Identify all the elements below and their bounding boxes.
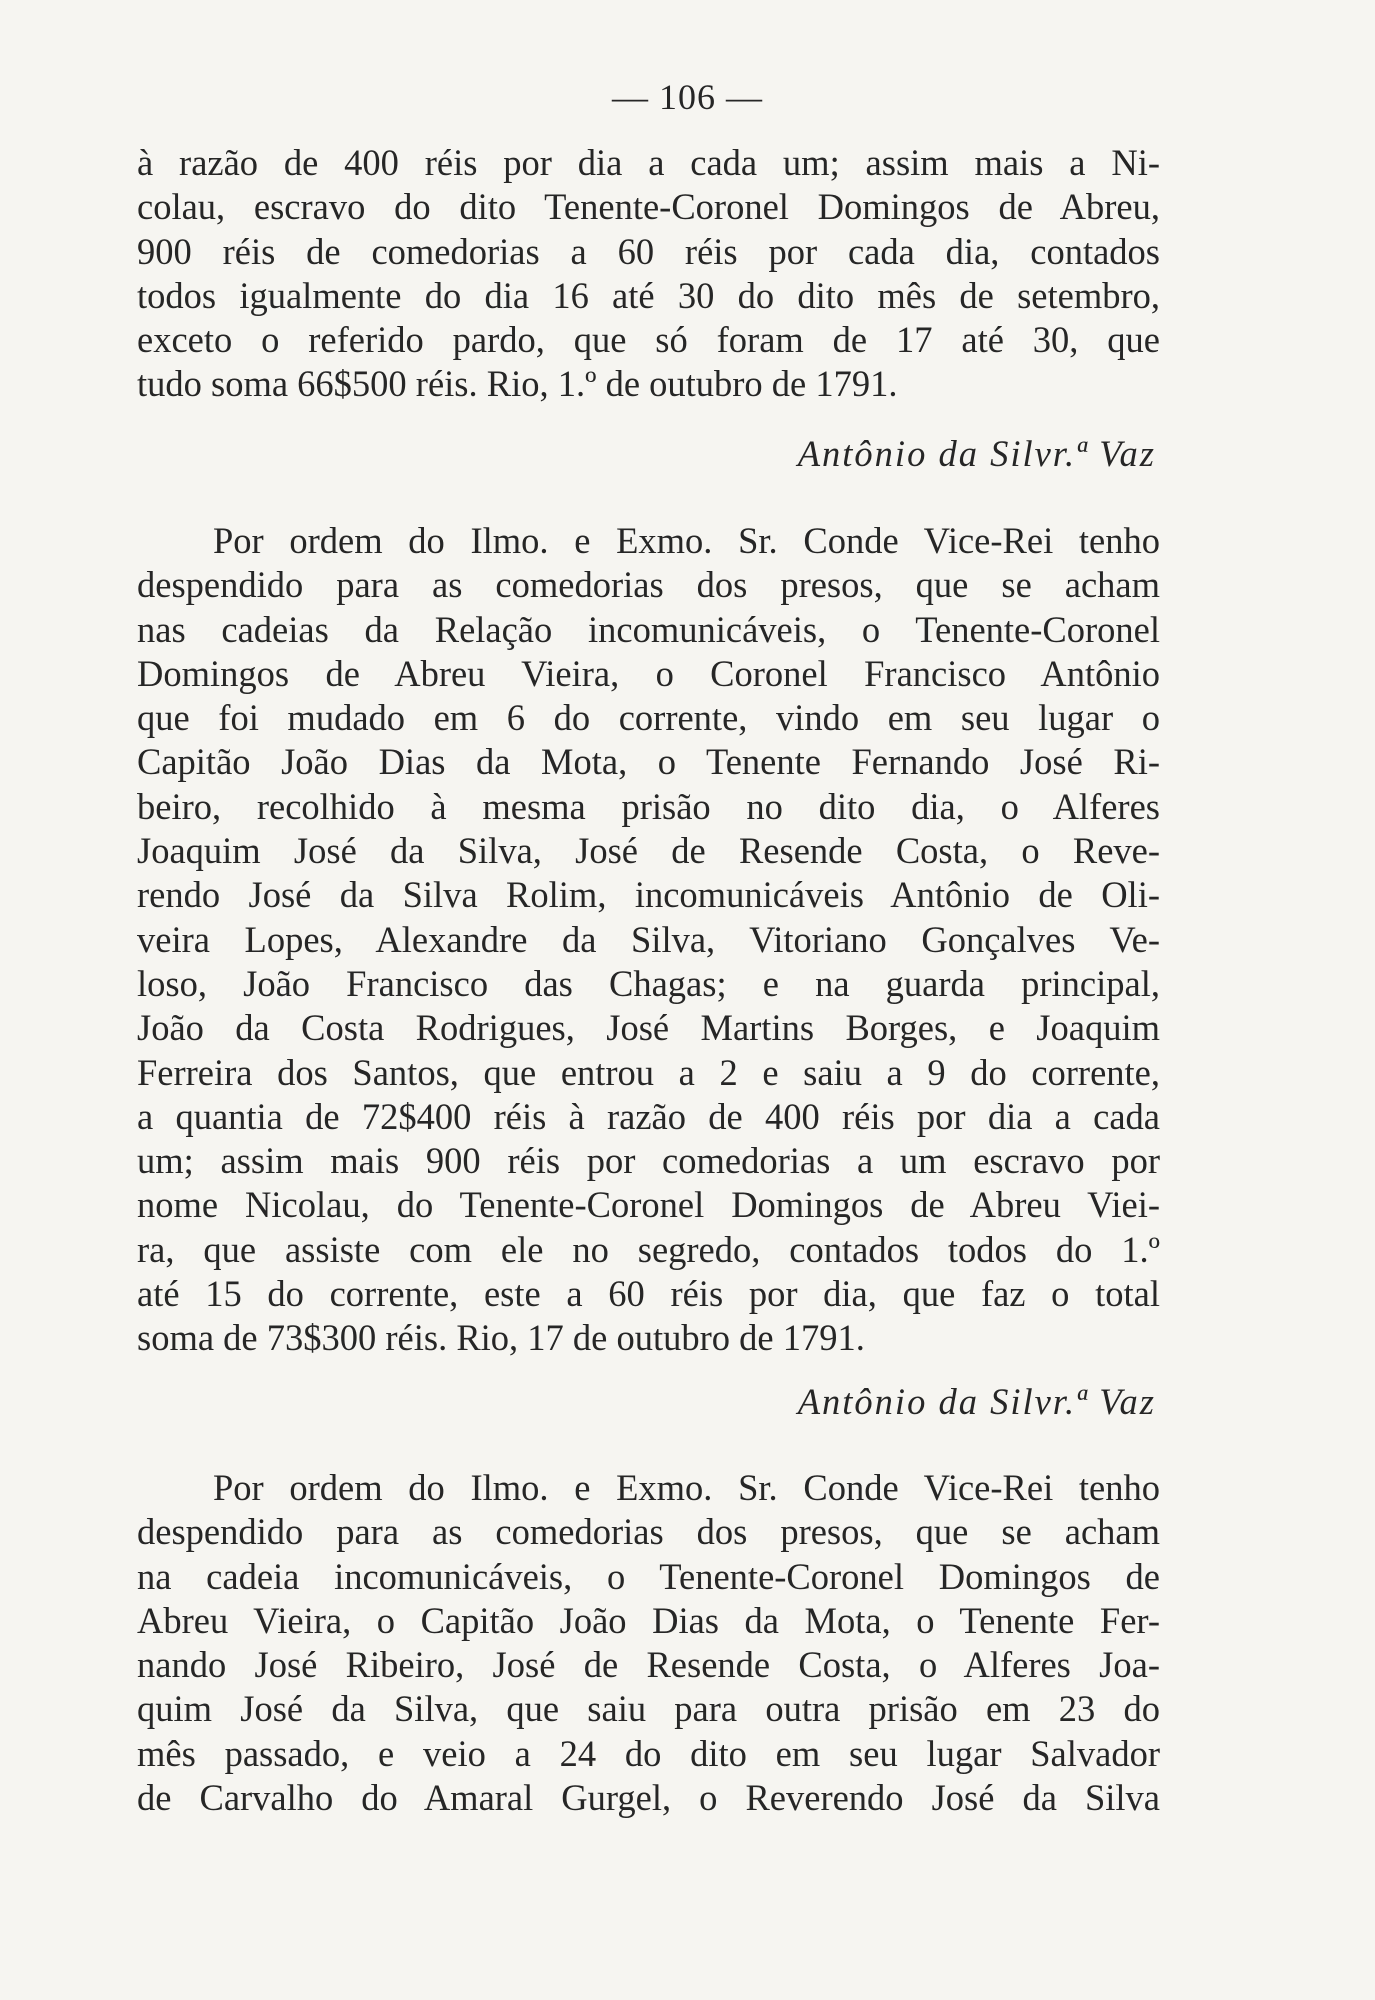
text-line: Domingos de Abreu Vieira, o Coronel Francisco Antônio — [137, 652, 1160, 694]
text-line: Por ordem do Ilmo. e Exmo. Sr. Conde Vice-Rei tenho — [213, 520, 1160, 561]
text-line: nome Nicolau, do Tenente-Coronel Domingos de Abreu Viei- — [137, 1184, 1160, 1226]
text-line: exceto o referido pardo, que só foram de 17 até 30, que — [137, 319, 1160, 361]
text-line: na cadeia incomunicáveis, o Tenente-Coronel Domingos de — [137, 1555, 1160, 1597]
text-line: nas cadeias da Relação incomunicáveis, o Tenente-Coronel — [137, 608, 1160, 650]
text-line: que foi mudado em 6 do corrente, vindo em seu lugar o — [137, 697, 1160, 739]
paragraph-1 — [137, 141, 1160, 407]
signature-2: Antônio da Silvr.ª Vaz — [797, 1381, 1156, 1422]
text-line: beiro, recolhido à mesma prisão no dito dia, o Alferes — [137, 785, 1160, 827]
text-line: até 15 do corrente, este a 60 réis por dia, que faz o total — [137, 1273, 1160, 1315]
text-line: nando José Ribeiro, José de Resende Costa, o Alferes Joa- — [137, 1644, 1160, 1686]
text-line: Por ordem do Ilmo. e Exmo. Sr. Conde Vice-Rei tenho — [213, 1467, 1160, 1508]
text-line: todos igualmente do dia 16 até 30 do dito mês de setembro, — [137, 274, 1160, 316]
text-line: de Carvalho do Amaral Gurgel, o Reverendo José da Silva — [137, 1777, 1160, 1819]
text-line: Capitão João Dias da Mota, o Tenente Fernando José Ri- — [137, 741, 1160, 783]
text-line: despendido para as comedorias dos presos, que se acham — [137, 1511, 1160, 1553]
paragraph-3 — [137, 1466, 1160, 1820]
text-line: 900 réis de comedorias a 60 réis por cada dia, contados — [137, 230, 1160, 272]
text-line: Abreu Vieira, o Capitão João Dias da Mota, o Tenente Fer- — [137, 1599, 1160, 1641]
text-line: tudo soma 66$500 réis. Rio, 1.º de outubro de 1791. — [137, 363, 898, 405]
text-line: a quantia de 72$400 réis à razão de 400 réis por dia a cada — [137, 1095, 1160, 1137]
text-line: João da Costa Rodrigues, José Martins Borges, e Joaquim — [137, 1007, 1160, 1049]
text-line: à razão de 400 réis por dia a cada um; assim mais a Ni- — [137, 142, 1160, 183]
page-number: — 106 — — [612, 77, 763, 117]
signature-1: Antônio da Silvr.ª Vaz — [797, 433, 1156, 474]
text-line: ra, que assiste com ele no segredo, contados todos do 1.º — [137, 1228, 1160, 1270]
text-line: Ferreira dos Santos, que entrou a 2 e saiu a 9 do corrente, — [137, 1051, 1160, 1093]
text-line: mês passado, e veio a 24 do dito em seu lugar Salvador — [137, 1732, 1160, 1774]
paragraph-2 — [137, 519, 1160, 1361]
text-line: loso, João Francisco das Chagas; e na guarda principal, — [137, 962, 1160, 1004]
text-line: rendo José da Silva Rolim, incomunicáveis Antônio de Oli- — [137, 874, 1160, 916]
text-line: um; assim mais 900 réis por comedorias a um escravo por — [137, 1140, 1160, 1182]
text-line: Joaquim José da Silva, José de Resende Costa, o Reve- — [137, 830, 1160, 872]
text-line: colau, escravo do dito Tenente-Coronel Domingos de Abreu, — [137, 186, 1160, 228]
text-line: despendido para as comedorias dos presos, que se acham — [137, 564, 1160, 606]
text-line: quim José da Silva, que saiu para outra prisão em 23 do — [137, 1688, 1160, 1730]
text-line: soma de 73$300 réis. Rio, 17 de outubro de 1791. — [137, 1317, 865, 1359]
text-line: veira Lopes, Alexandre da Silva, Vitoriano Gonçalves Ve- — [137, 918, 1160, 960]
